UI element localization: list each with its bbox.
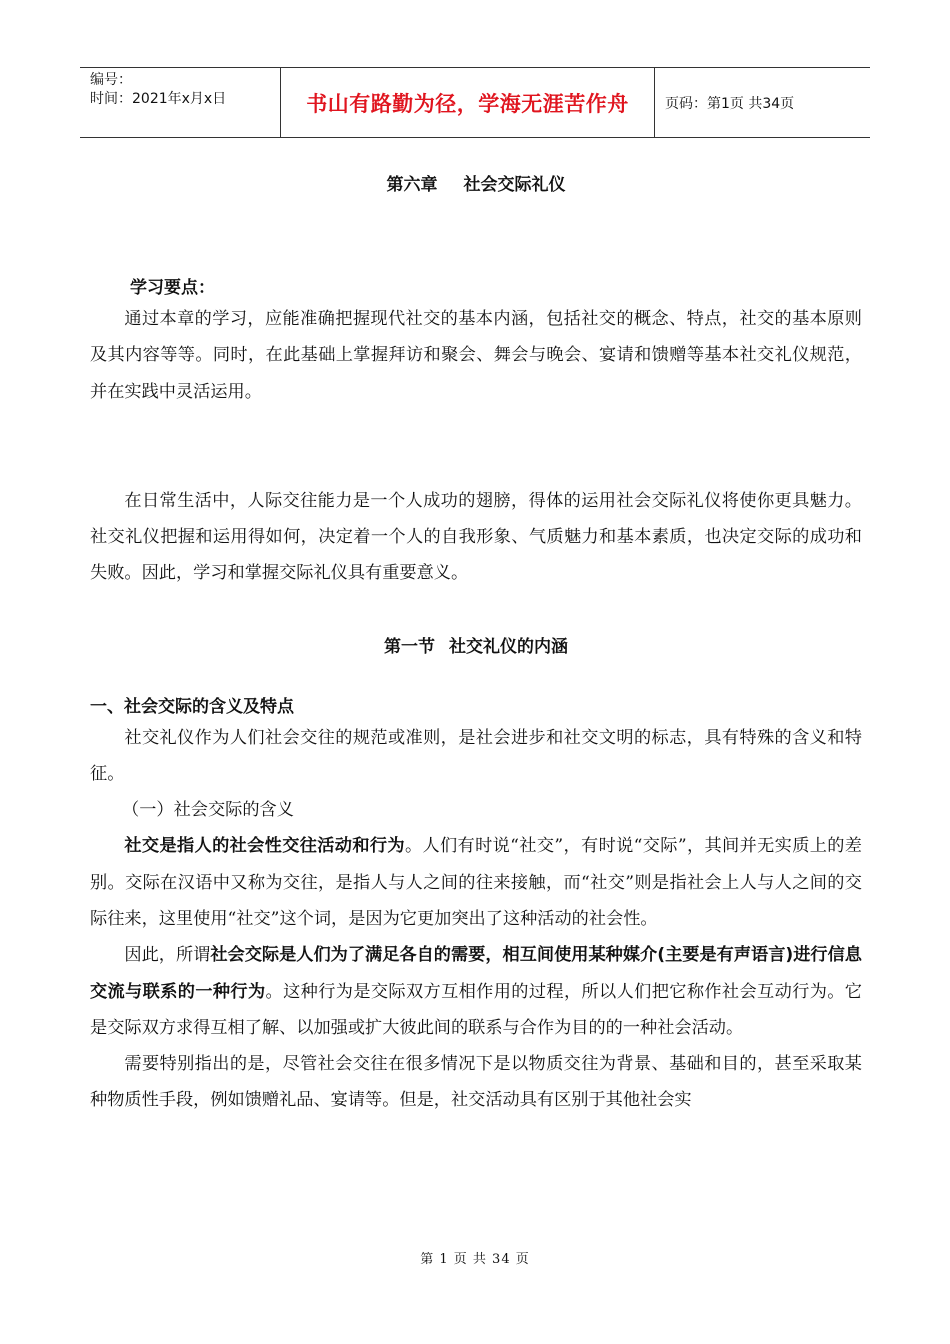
section-number: 第一节: [384, 636, 435, 657]
social-interaction-lead: 因此，所谓: [124, 945, 211, 966]
key-points-text: 通过本章的学习，应能准确把握现代社交的基本内涵，包括社交的概念、特点，社交的基本原则及其内容等等。同时，在此基础上掌握拜访和聚会、舞会与晚会、宴请和馈赠等基本社交礼仪规范，并在实践中灵活运用。: [90, 309, 862, 402]
intro-paragraph: 在日常生活中，人际交往能力是一个人成功的翅膀，得体的运用社会交际礼仪将使你更具魅力。社交礼仪把握和运用得如何，决定着一个人的自我形象、气质魅力和基本素质，也决定交际的成功和失败。因此，学习和掌握交际礼仪具有重要意义。: [90, 490, 862, 584]
definition-rest: 。人们有时说“社交”，有时说“交际”，其间并无实质上的差别。交际在汉语中又称为交往，是指人与人之间的往来接触，而“社交”则是指社会上人与人之间的交际往来，这里使用“社交”这个词，是因为它更加突出了这种活动的社会性。: [90, 836, 862, 929]
subsection-intro: 社交礼仪作为人们社会交往的规范或准则，是社会进步和社交文明的标志，具有特殊的含义和特征。: [90, 727, 862, 785]
header-motto-cell: [280, 68, 655, 137]
header-time: 时间：2021年x月x日: [90, 91, 227, 107]
header-meta: [80, 68, 280, 137]
section-title: [90, 632, 862, 658]
chapter-number: 第六章: [386, 175, 438, 195]
social-interaction-rest: 。这种行为是交际双方互相作用的过程，所以人们把它称作社会互动行为。它是交际双方求得互相了解、以加强或扩大彼此间的联系与合作为目的的一种社会活动。: [90, 981, 862, 1038]
chapter-name: 社会交际礼仪: [463, 175, 566, 195]
header-page-info: 页码：第1页 共34页: [665, 95, 795, 112]
page-header: [80, 67, 870, 138]
header-motto: 书山有路勤为径，学海无涯苦作舟: [306, 91, 629, 116]
document-body: [90, 158, 862, 1119]
social-interaction-bold: 社会交际是人们为了满足各自的需要，相互间使用某种媒介(主要是有声语言)进行信息交流与联系的一种行为: [90, 945, 862, 1002]
definition-bold: 社交是指人的社会性交往活动和行为: [124, 836, 405, 857]
definition-paragraph: [90, 828, 862, 937]
header-number: 编号：: [90, 72, 132, 88]
social-interaction-paragraph: [90, 937, 862, 1046]
note-paragraph: 需要特别指出的是，尽管社会交往在很多情况下是以物质交往为背景、基础和目的，甚至采取某种物质性手段，例如馈赠礼品、宴请等。但是，社交活动具有区别于其他社会实: [90, 1054, 862, 1111]
key-points-heading: 学习要点：: [130, 278, 215, 298]
subsection-heading: 一、社会交际的含义及特点: [90, 696, 294, 717]
page-footer: 第 1 页 共 34 页: [420, 1252, 530, 1267]
chapter-title: [90, 170, 862, 194]
sub-subsection-heading: （一）社会交际的含义: [122, 800, 294, 821]
section-name: 社交礼仪的内涵: [449, 636, 568, 657]
